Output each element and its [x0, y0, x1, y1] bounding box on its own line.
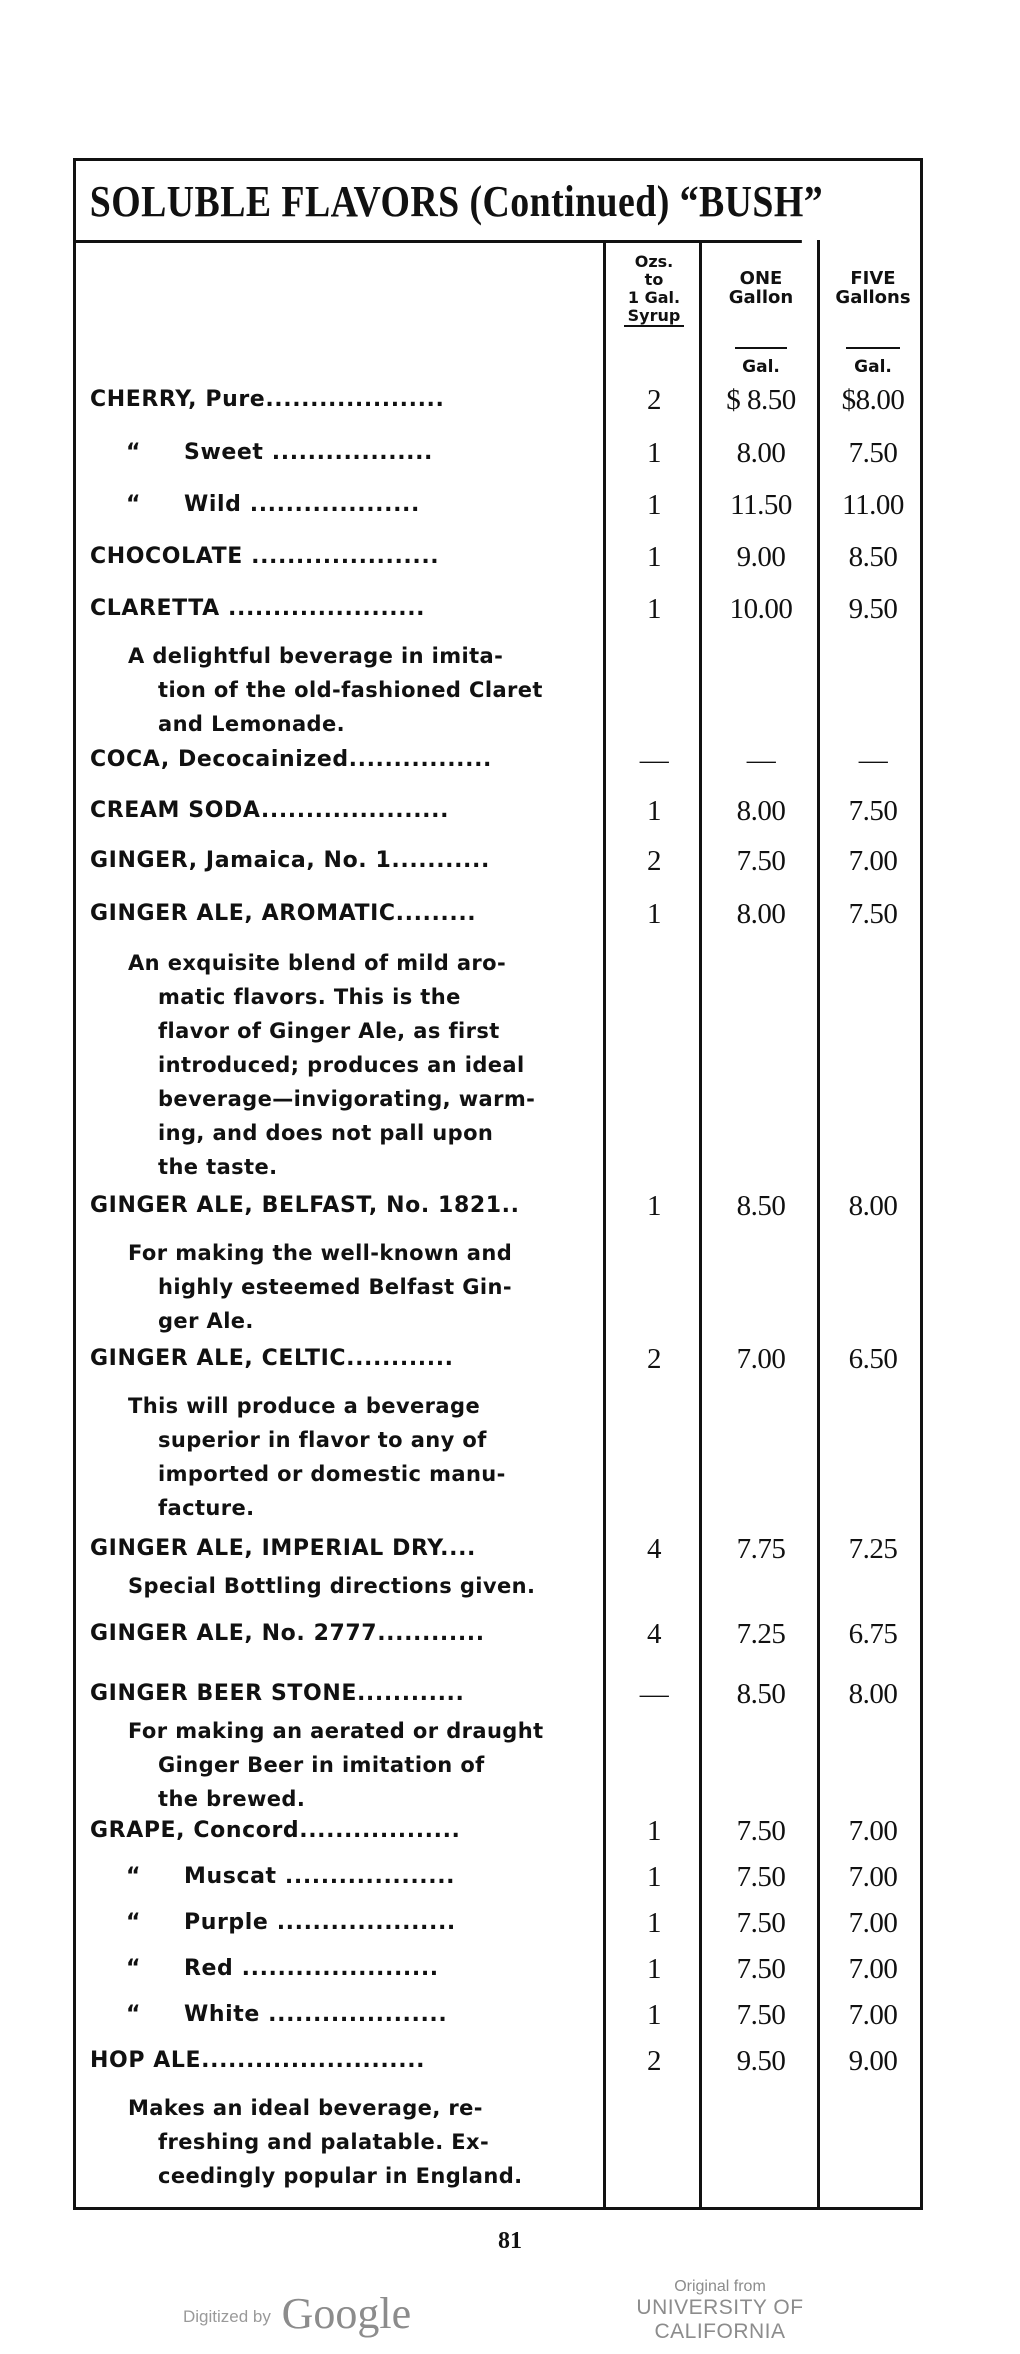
ditto-mark: “ [126, 1864, 142, 1889]
price-table [73, 158, 923, 2210]
price-one-gallon: 9.50 [736, 2045, 786, 2077]
header-one-line2: Gallon [728, 287, 794, 308]
flavor-name [90, 438, 590, 468]
header-ozs-line1: Ozs. [634, 252, 674, 271]
ozs-per-gallon: 1 [647, 541, 661, 573]
price-five-gallons: 7.00 [848, 1815, 898, 1847]
price-five-gallons: 6.75 [848, 1618, 898, 1650]
header-five-gallons [820, 269, 926, 307]
ozs-per-gallon: 1 [647, 1999, 661, 2031]
flavor-name: CHOCOLATE ..................... [90, 544, 440, 569]
ozs-per-gallon: — [639, 744, 669, 776]
flavor-name: GINGER ALE, CELTIC............ [90, 1346, 454, 1371]
flavor-variant: Muscat ................... [184, 1864, 456, 1889]
price-one-gallon: 7.50 [736, 845, 786, 877]
ozs-per-gallon: 4 [647, 1618, 661, 1650]
flavor-variant: Purple .................... [184, 1910, 456, 1935]
flavor-name: CLARETTA ...................... [90, 596, 426, 621]
original-from [580, 2278, 860, 2344]
flavor-variant: Wild ................... [184, 492, 420, 517]
ozs-per-gallon: 1 [647, 1953, 661, 1985]
flavor-name: HOP ALE......................... [90, 2048, 426, 2073]
price-five-gallons: 7.00 [848, 1999, 898, 2031]
ozs-per-gallon: 1 [647, 1190, 661, 1222]
flavor-name: GINGER ALE, IMPERIAL DRY.... [90, 1536, 477, 1561]
header-ozs-line2: to [644, 270, 664, 289]
description-line: tion of the old-fashioned Claret [158, 678, 543, 702]
flavor-name: GINGER ALE, AROMATIC......... [90, 901, 477, 926]
unit-five-gallons: Gal. [854, 357, 892, 377]
google-logo: Google [281, 2289, 412, 2338]
header-one-underline [735, 347, 787, 349]
flavor-name [90, 1954, 590, 1984]
description-line: introduced; produces an ideal [158, 1053, 525, 1077]
price-five-gallons: 7.50 [848, 898, 898, 930]
ditto-mark: “ [126, 1956, 142, 1981]
ditto-mark: “ [126, 1910, 142, 1935]
flavor-name: GINGER ALE, BELFAST, No. 1821.. [90, 1193, 520, 1218]
description-line: freshing and palatable. Ex- [158, 2130, 490, 2154]
price-five-gallons: 7.25 [848, 1533, 898, 1565]
description-line: ceedingly popular in England. [158, 2164, 523, 2188]
price-five-gallons: $8.00 [841, 384, 905, 416]
flavor-description [128, 1714, 593, 1816]
description-line: An exquisite blend of mild aro- [128, 951, 507, 975]
ozs-per-gallon: 2 [647, 845, 661, 877]
price-one-gallon: 7.00 [736, 1343, 786, 1375]
description-line: Ginger Beer in imitation of [158, 1753, 485, 1777]
description-line: the brewed. [158, 1787, 306, 1811]
price-five-gallons: 7.00 [848, 1907, 898, 1939]
flavor-description [128, 639, 593, 741]
description-line: ing, and does not pall upon [158, 1121, 494, 1145]
institution-name: UNIVERSITY OF CALIFORNIA [636, 2296, 804, 2343]
price-one-gallon: 7.75 [736, 1533, 786, 1565]
price-one-gallon: 8.50 [736, 1678, 786, 1710]
flavor-variant: Sweet .................. [184, 440, 434, 465]
flavor-description [128, 2091, 593, 2193]
price-one-gallon: 7.50 [736, 1999, 786, 2031]
price-five-gallons: 9.00 [848, 2045, 898, 2077]
header-ozs-line3: 1 Gal. [627, 288, 681, 307]
description-line: For making an aerated or draught [128, 1719, 544, 1743]
page-number: 81 [498, 2228, 522, 2254]
description-line: beverage—invigorating, warm- [158, 1087, 536, 1111]
price-one-gallon: 7.50 [736, 1907, 786, 1939]
price-five-gallons: 7.00 [848, 1861, 898, 1893]
ozs-per-gallon: 1 [647, 489, 661, 521]
description-line: the taste. [158, 1155, 278, 1179]
price-one-gallon: 8.00 [736, 437, 786, 469]
unit-one-gallon: Gal. [742, 357, 780, 377]
page-title: SOLUBLE FLAVORS (Continued) “BUSH” [76, 161, 802, 243]
ozs-per-gallon: 4 [647, 1533, 661, 1565]
header-one-gallon [702, 269, 820, 307]
price-five-gallons: 9.50 [848, 593, 898, 625]
ozs-per-gallon: 1 [647, 593, 661, 625]
price-one-gallon: 8.00 [736, 795, 786, 827]
header-five-underline [846, 347, 900, 349]
price-one-gallon: 8.50 [736, 1190, 786, 1222]
digitized-by [183, 2288, 411, 2339]
price-one-gallon: 7.50 [736, 1953, 786, 1985]
description-line: and Lemonade. [158, 712, 345, 736]
price-five-gallons: 6.50 [848, 1343, 898, 1375]
price-five-gallons: 8.00 [848, 1190, 898, 1222]
header-ozs [606, 253, 702, 327]
price-one-gallon: 10.00 [729, 593, 793, 625]
header-five-line1: FIVE [850, 268, 896, 289]
ozs-per-gallon: 1 [647, 1815, 661, 1847]
flavor-name [90, 1908, 590, 1938]
price-five-gallons: — [858, 744, 888, 776]
ozs-per-gallon: 1 [647, 1907, 661, 1939]
price-five-gallons: 7.00 [848, 1953, 898, 1985]
flavor-name: GINGER, Jamaica, No. 1........... [90, 848, 490, 873]
description-line: facture. [158, 1496, 255, 1520]
flavor-name: GRAPE, Concord.................. [90, 1818, 461, 1843]
description-line: For making the well-known and [128, 1241, 513, 1265]
ditto-mark: “ [126, 492, 142, 517]
flavor-name: CREAM SODA..................... [90, 798, 450, 823]
ditto-mark: “ [126, 2002, 142, 2027]
price-one-gallon: $ 8.50 [726, 384, 796, 416]
ozs-per-gallon: 2 [647, 384, 661, 416]
description-line: matic flavors. This is the [158, 985, 461, 1009]
ozs-per-gallon: 2 [647, 2045, 661, 2077]
price-one-gallon: 7.50 [736, 1815, 786, 1847]
original-from-label: Original from [674, 2278, 766, 2295]
digitized-by-label: Digitized by [183, 2307, 271, 2326]
price-five-gallons: 11.00 [842, 489, 904, 521]
flavor-name: GINGER ALE, No. 2777............ [90, 1621, 485, 1646]
ozs-per-gallon: — [639, 1678, 669, 1710]
flavor-name [90, 490, 590, 520]
price-one-gallon: 11.50 [730, 489, 792, 521]
flavor-description [128, 1236, 593, 1338]
flavor-name [90, 2000, 590, 2030]
description-line: Makes an ideal beverage, re- [128, 2096, 483, 2120]
description-line: highly esteemed Belfast Gin- [158, 1275, 512, 1299]
ditto-mark: “ [126, 440, 142, 465]
price-five-gallons: 7.50 [848, 795, 898, 827]
ozs-per-gallon: 2 [647, 1343, 661, 1375]
flavor-name [90, 1862, 590, 1892]
price-five-gallons: 8.50 [848, 541, 898, 573]
flavor-description [128, 1569, 593, 1603]
price-five-gallons: 7.00 [848, 845, 898, 877]
flavor-name: GINGER BEER STONE............ [90, 1681, 465, 1706]
header-five-line2: Gallons [835, 287, 911, 308]
price-five-gallons: 7.50 [848, 437, 898, 469]
description-line: ger Ale. [158, 1309, 254, 1333]
ozs-per-gallon: 1 [647, 1861, 661, 1893]
flavor-name: CHERRY, Pure.................... [90, 387, 445, 412]
header-one-line1: ONE [739, 268, 783, 289]
flavor-variant: White .................... [184, 2002, 448, 2027]
price-one-gallon: 9.00 [736, 541, 786, 573]
description-line: Special Bottling directions given. [128, 1574, 536, 1598]
price-five-gallons: 8.00 [848, 1678, 898, 1710]
flavor-name: COCA, Decocainized................ [90, 747, 493, 772]
price-one-gallon: 7.25 [736, 1618, 786, 1650]
description-line: superior in flavor to any of [158, 1428, 487, 1452]
price-one-gallon: — [746, 744, 776, 776]
flavor-description [128, 946, 593, 1184]
ozs-per-gallon: 1 [647, 437, 661, 469]
description-line: flavor of Ginger Ale, as first [158, 1019, 500, 1043]
price-one-gallon: 8.00 [736, 898, 786, 930]
flavor-variant: Red ...................... [184, 1956, 439, 1981]
description-line: imported or domestic manu- [158, 1462, 506, 1486]
ozs-per-gallon: 1 [647, 795, 661, 827]
price-one-gallon: 7.50 [736, 1861, 786, 1893]
ozs-per-gallon: 1 [647, 898, 661, 930]
description-line: A delightful beverage in imita- [128, 644, 504, 668]
flavor-description [128, 1389, 593, 1525]
header-ozs-line4: Syrup [624, 307, 685, 327]
description-line: This will produce a beverage [128, 1394, 481, 1418]
